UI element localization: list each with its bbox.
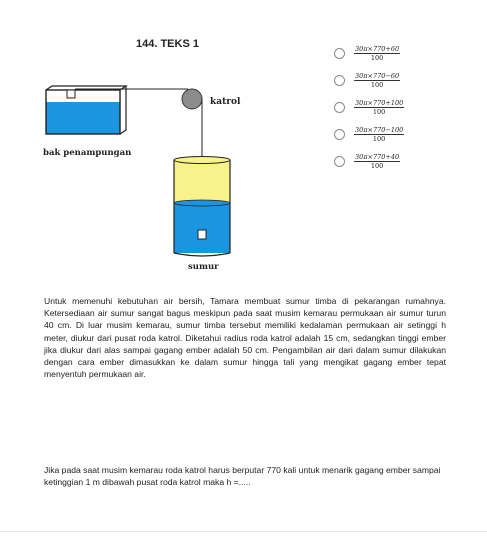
radio-a[interactable] [334,48,345,59]
option-d[interactable] [334,121,474,148]
radio-c[interactable] [334,102,345,113]
well-water-surface [174,200,230,206]
option-a-denominator: 100 [370,54,384,62]
well-bottom [174,253,230,256]
radio-b[interactable] [334,75,345,86]
label-katrol: katrol [210,97,241,107]
question-paragraph-1: Untuk memenuhi kebutuhan air bersih, Tamara membuat sumur timba di pekarangan rumahnya. Ketersediaan air sumur sangat bagus meskipun pada saat musim kemarau permukaan air sumur turun 40 cm. Di luar musim kemarau, sumur timba tersebut memiliki kedalaman permukaan air setinggi h meter, diukur dari pusat roda katrol. Diketahui radius roda katrol adalah 15 cm, sedangkan tinggi ember jika diukur dari alas sampai gagang ember adalah 50 cm. Pengambilan air dari dalam sumur dilakukan dengan cara ember dimasukkan ke dalam sumur hingga tali yang mengikat gagang ember tepat menyentuh permukaan air. [44,296,446,380]
option-e-numerator: 30π×770+40 [355,153,400,161]
option-b-fraction [354,72,400,89]
tank-water [46,102,120,134]
option-c-numerator: 30π×770+100 [355,99,404,107]
tank-bucket [67,90,75,98]
option-b-numerator: 30π×770−60 [355,72,400,80]
tank-air [46,90,120,102]
option-c[interactable] [334,94,474,121]
well-rim [174,157,230,164]
answer-options [334,40,474,175]
figure-svg [38,78,298,278]
option-a-numerator: 30π×770+60 [355,45,400,53]
option-c-denominator: 100 [372,108,386,116]
well-pulley-figure [38,78,298,278]
well-bucket [198,230,206,239]
bottom-divider [0,531,487,532]
option-b[interactable] [334,67,474,94]
option-a-fraction [354,45,400,62]
option-e-denominator: 100 [370,162,384,170]
radio-e[interactable] [334,156,345,167]
tank-side-edge [120,86,126,134]
option-d-numerator: 30π×770−100 [355,126,404,134]
option-e-fraction [354,153,400,170]
option-d-denominator: 100 [372,135,386,143]
label-bak-penampungan: bak penampungan [43,148,132,158]
option-b-denominator: 100 [370,81,384,89]
well-water [174,203,230,253]
question-paragraph-2: Jika pada saat musim kemarau roda katrol harus berputar 770 kali untuk menarik gagang ember sampai ketinggian 1 m dibawah pusat roda katrol maka h =..... [44,465,441,488]
option-d-fraction [354,126,404,143]
option-c-fraction [354,99,404,116]
radio-d[interactable] [334,129,345,140]
pulley-wheel [182,89,202,109]
question-title: 144. TEKS 1 [136,38,199,50]
label-sumur: sumur [188,262,219,272]
option-e[interactable] [334,148,474,175]
option-a[interactable] [334,40,474,67]
well-air [174,160,230,203]
